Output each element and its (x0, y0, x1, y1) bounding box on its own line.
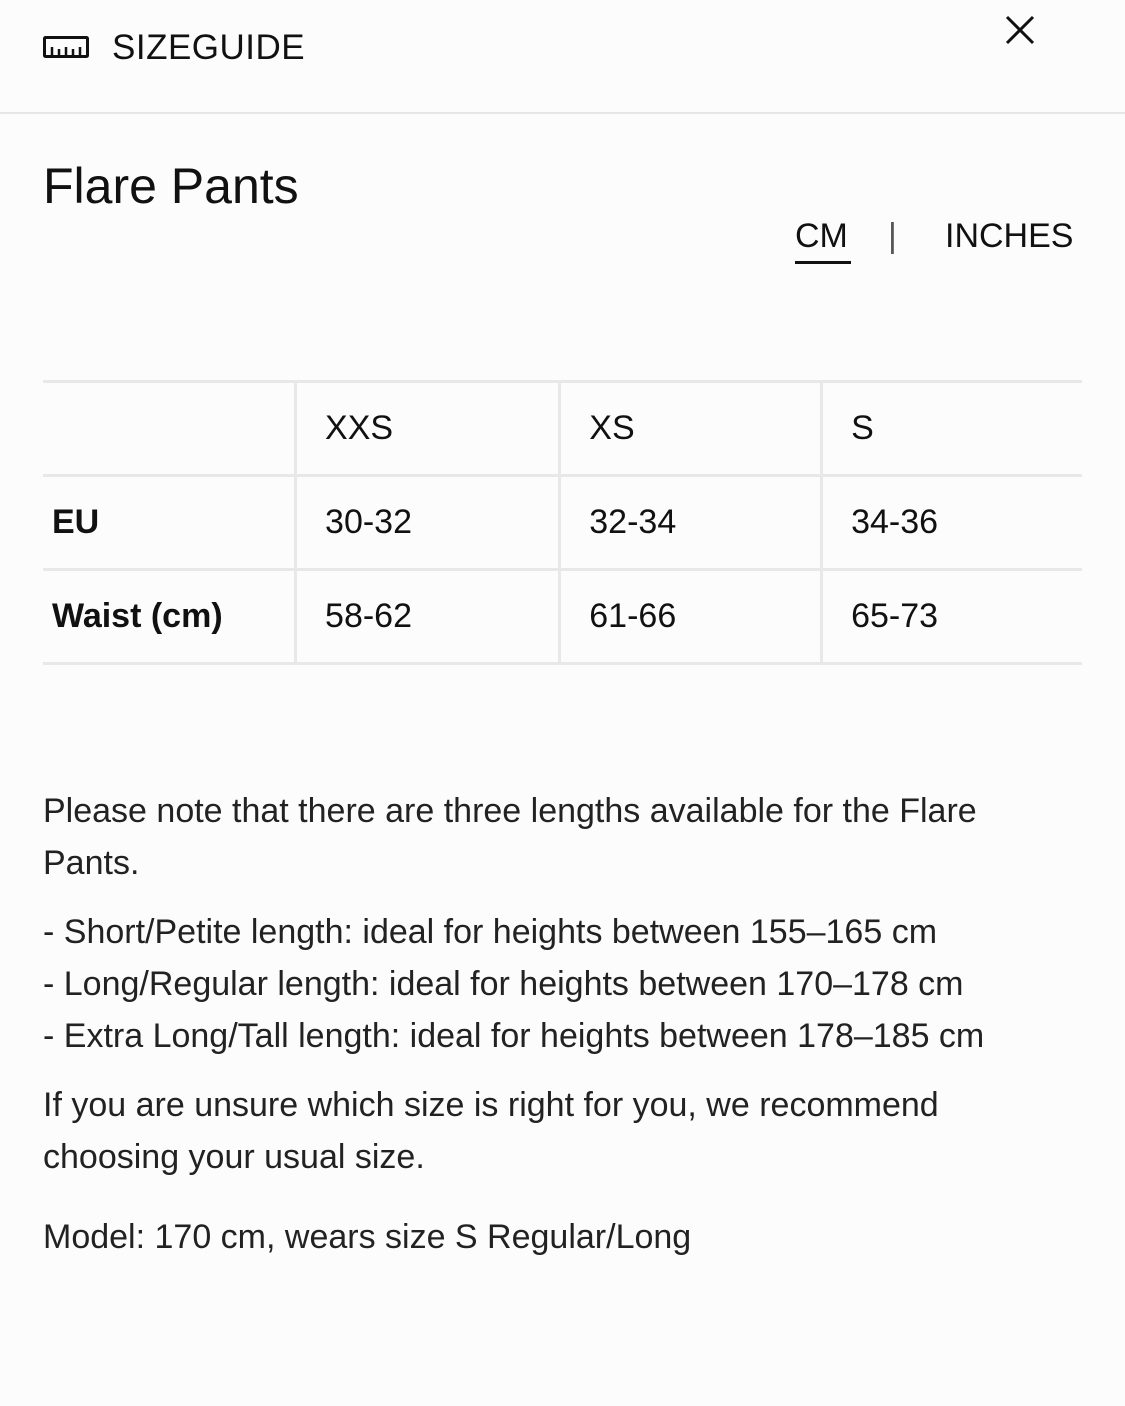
ruler-icon (43, 36, 89, 58)
table-header-cell (43, 382, 296, 476)
list-item: - Extra Long/Tall length: ideal for heights between 178–185 cm (43, 1017, 985, 1055)
table-cell: 34-36 (822, 476, 1082, 570)
table-cell: 58-62 (296, 570, 560, 664)
table-cell: 30-32 (296, 476, 560, 570)
table-cell: 32-34 (560, 476, 822, 570)
table-cell: 61-66 (560, 570, 822, 664)
row-label: Waist (cm) (43, 570, 296, 664)
row-label: EU (43, 476, 296, 570)
unit-cm-button[interactable]: CM (795, 217, 848, 255)
length-list (43, 906, 1023, 1062)
unit-inches-button[interactable]: INCHES (945, 217, 1074, 255)
list-item: - Short/Petite length: ideal for heights between 155–165 cm (43, 913, 938, 951)
table-cell: 65-73 (822, 570, 1082, 664)
close-icon[interactable] (1002, 12, 1038, 48)
unit-toggle (795, 216, 1095, 266)
table-row (43, 476, 1082, 570)
notes-unsure: If you are unsure which size is right for you, we recommend choosing your usual size. (43, 1086, 939, 1176)
table-row (43, 570, 1082, 664)
sizeguide-header (0, 0, 1125, 114)
size-table (43, 380, 1082, 665)
sizeguide-title: SIZEGUIDE (112, 28, 306, 67)
selected-unit-underline (795, 261, 851, 264)
table-header-row (43, 382, 1082, 476)
list-item: - Long/Regular length: ideal for heights between 170–178 cm (43, 965, 964, 1003)
table-header-cell: S (822, 382, 1082, 476)
notes-model: Model: 170 cm, wears size S Regular/Long (43, 1218, 692, 1256)
table-header-cell: XS (560, 382, 822, 476)
product-title: Flare Pants (43, 158, 299, 214)
table-header-cell: XXS (296, 382, 560, 476)
unit-separator: | (888, 217, 897, 255)
size-notes (43, 785, 1023, 1263)
notes-intro: Please note that there are three lengths available for the Flare Pants. (43, 792, 977, 882)
